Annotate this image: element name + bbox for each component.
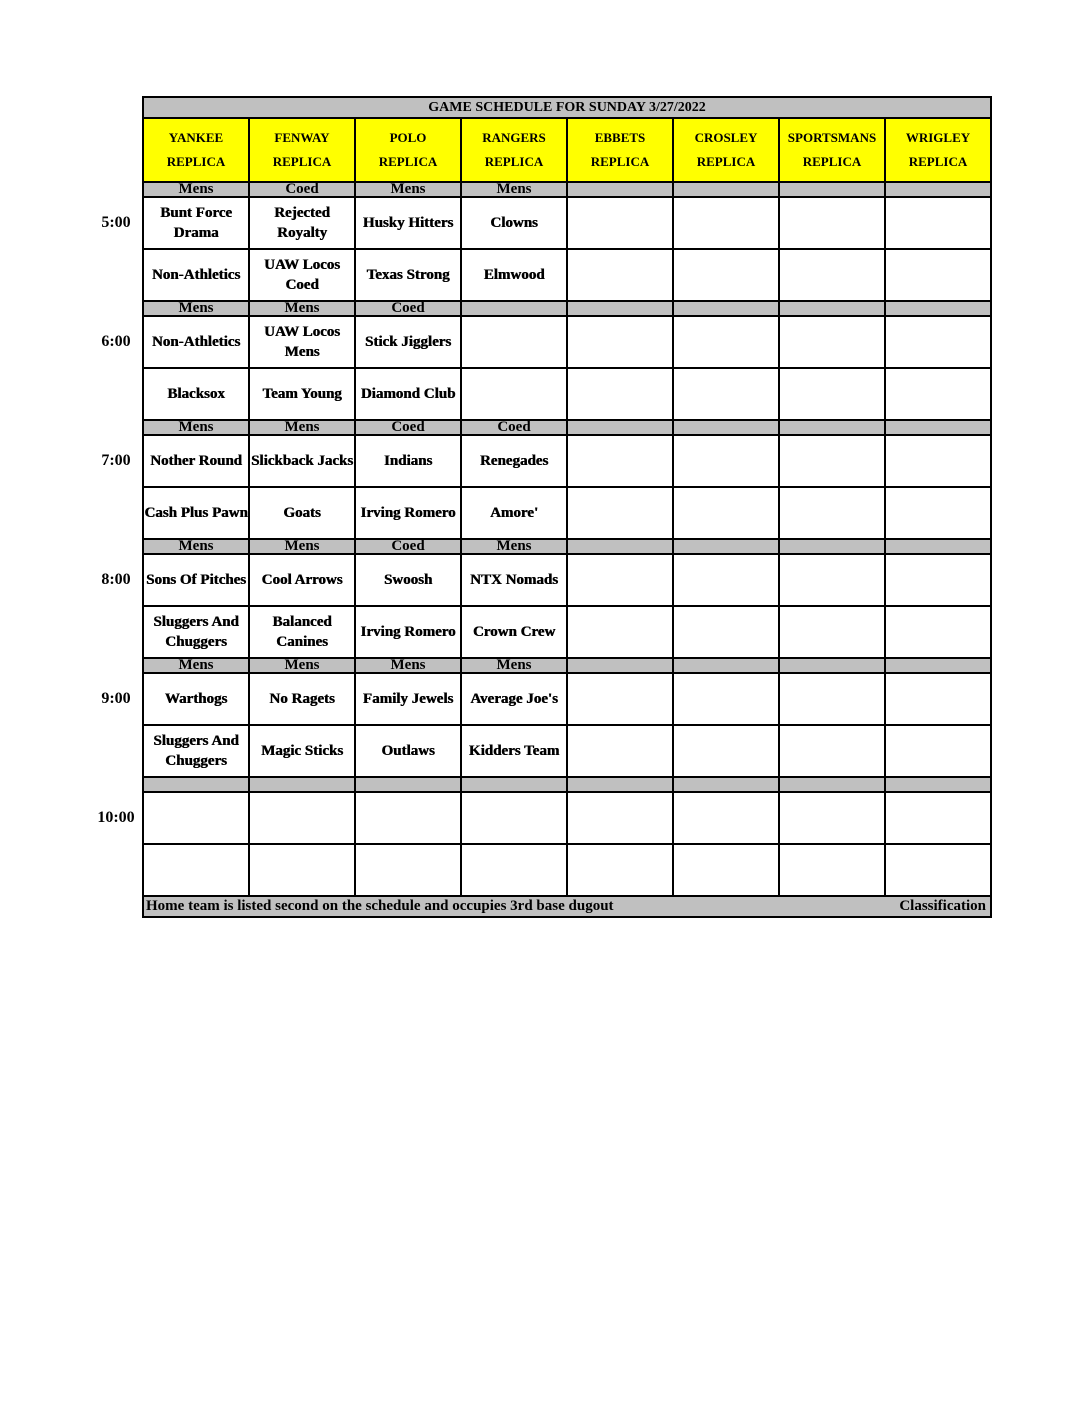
time-label: 8:00 <box>101 571 131 588</box>
field-subtitle: REPLICA <box>378 154 438 169</box>
home-team-cell <box>567 844 673 896</box>
away-team-cell <box>673 554 779 606</box>
away-team-cell <box>673 673 779 725</box>
classification-cell <box>673 182 779 197</box>
home-team-cell <box>673 487 779 539</box>
classification-cell: Coed <box>355 301 461 316</box>
classification-cell: Coed <box>355 539 461 554</box>
classification-cell <box>567 539 673 554</box>
home-team-cell <box>779 606 885 658</box>
away-team-cell <box>779 673 885 725</box>
home-team-cell <box>143 249 249 301</box>
time-label: 7:00 <box>101 452 131 469</box>
home-team-cell <box>567 725 673 777</box>
home-team-cell <box>461 606 567 658</box>
field-header-row <box>143 118 991 182</box>
field-header <box>567 118 673 182</box>
classification-cell <box>779 658 885 673</box>
classification-cell <box>885 301 991 316</box>
home-team-cell <box>249 725 355 777</box>
home-team-name: Goats <box>283 505 321 521</box>
home-team-cell <box>567 368 673 420</box>
home-team-cell <box>249 487 355 539</box>
field-subtitle: REPLICA <box>166 154 226 169</box>
away-team-cell <box>885 435 991 487</box>
field-name: WRIGLEY <box>905 130 971 145</box>
home-team-cell <box>355 368 461 420</box>
away-team-cell <box>461 197 567 249</box>
time-label: 6:00 <box>101 333 131 350</box>
away-team-name: UAW Locos Mens <box>264 324 340 360</box>
away-team-row <box>143 673 991 725</box>
field-subtitle: REPLICA <box>696 154 756 169</box>
classification-cell <box>461 301 567 316</box>
field-subtitle: REPLICA <box>908 154 968 169</box>
away-team-cell <box>885 673 991 725</box>
away-team-cell <box>779 792 885 844</box>
home-team-cell <box>143 844 249 896</box>
classification-cell <box>885 658 991 673</box>
field-subtitle: REPLICA <box>802 154 862 169</box>
away-team-name: Sons Of Pitches <box>145 572 246 588</box>
classification-cell: Mens <box>461 658 567 673</box>
classification-cell: Mens <box>143 420 249 435</box>
field-name: SPORTSMANS <box>787 130 877 145</box>
away-team-cell <box>461 792 567 844</box>
home-team-name: Elmwood <box>483 267 545 283</box>
home-team-cell <box>885 606 991 658</box>
classification-row <box>143 420 991 435</box>
away-team-cell <box>779 554 885 606</box>
away-team-cell <box>461 673 567 725</box>
away-team-cell <box>355 316 461 368</box>
home-team-cell <box>885 249 991 301</box>
field-subtitle: REPLICA <box>272 154 332 169</box>
home-team-name: UAW Locos Coed <box>264 257 340 293</box>
home-team-cell <box>779 249 885 301</box>
classification-cell: Mens <box>249 301 355 316</box>
away-team-name: Swoosh <box>383 572 433 588</box>
classification-cell <box>779 301 885 316</box>
classification-cell <box>885 777 991 792</box>
home-team-cell <box>461 487 567 539</box>
home-team-cell <box>567 606 673 658</box>
home-team-cell <box>143 606 249 658</box>
home-team-name: Magic Sticks <box>260 743 344 759</box>
classification-cell: Mens <box>143 301 249 316</box>
home-team-name: Crown Crew <box>472 624 556 640</box>
home-team-cell <box>779 487 885 539</box>
home-team-note: Home team is listed second on the schedule and occupies 3rd base dugout <box>146 898 614 914</box>
classification-cell: Mens <box>143 182 249 197</box>
field-name: EBBETS <box>594 130 646 145</box>
away-team-cell <box>567 792 673 844</box>
home-team-cell <box>885 368 991 420</box>
classification-cell <box>673 539 779 554</box>
away-team-cell <box>143 792 249 844</box>
time-label: 5:00 <box>101 214 131 231</box>
classification-legend: Classification <box>899 898 986 914</box>
home-team-cell <box>143 368 249 420</box>
away-team-cell <box>143 197 249 249</box>
home-team-name: Irving Romero <box>360 624 456 640</box>
away-team-cell <box>355 197 461 249</box>
home-team-name: Non-Athletics <box>151 267 241 283</box>
footer-cell <box>143 896 991 917</box>
field-header <box>779 118 885 182</box>
classification-cell <box>779 182 885 197</box>
classification-cell: Mens <box>249 420 355 435</box>
classification-cell <box>567 777 673 792</box>
classification-cell <box>673 301 779 316</box>
home-team-name: Kidders Team <box>468 743 560 759</box>
home-team-cell <box>779 368 885 420</box>
away-team-name: NTX Nomads <box>470 572 558 588</box>
away-team-name: Non-Athletics <box>151 334 241 350</box>
away-team-name: Indians <box>383 453 433 469</box>
away-team-cell <box>355 435 461 487</box>
away-team-cell <box>249 673 355 725</box>
away-team-cell <box>779 435 885 487</box>
away-team-name: Family Jewels <box>362 691 454 707</box>
home-team-row <box>143 725 991 777</box>
away-team-cell <box>567 197 673 249</box>
home-team-cell <box>673 844 779 896</box>
classification-cell <box>567 658 673 673</box>
home-team-cell <box>461 725 567 777</box>
home-team-cell <box>355 606 461 658</box>
classification-row <box>143 182 991 197</box>
home-team-cell <box>567 249 673 301</box>
classification-cell <box>885 539 991 554</box>
home-team-row <box>143 487 991 539</box>
classification-row <box>143 301 991 316</box>
classification-cell: Coed <box>355 420 461 435</box>
home-team-cell <box>355 844 461 896</box>
classification-cell <box>779 539 885 554</box>
classification-cell: Mens <box>249 539 355 554</box>
away-team-name: Cool Arrows <box>261 572 343 588</box>
classification-cell <box>461 777 567 792</box>
home-team-name: Sluggers And Chuggers <box>153 614 239 650</box>
away-team-cell <box>567 554 673 606</box>
footer-row <box>143 896 991 917</box>
classification-row <box>143 539 991 554</box>
away-team-row <box>143 197 991 249</box>
classification-cell <box>885 182 991 197</box>
away-team-row <box>143 792 991 844</box>
classification-cell <box>355 777 461 792</box>
away-team-name: Nother Round <box>150 453 242 469</box>
away-team-cell <box>249 316 355 368</box>
home-team-cell <box>249 249 355 301</box>
away-team-name: Average Joe's <box>470 691 558 707</box>
classification-cell: Coed <box>249 182 355 197</box>
home-team-name: Blacksox <box>167 386 225 402</box>
field-header <box>143 118 249 182</box>
away-team-cell <box>885 316 991 368</box>
classification-cell: Mens <box>143 658 249 673</box>
home-team-cell <box>673 725 779 777</box>
classification-cell: Mens <box>249 658 355 673</box>
home-team-row <box>143 844 991 896</box>
home-team-cell <box>249 606 355 658</box>
home-team-name: Irving Romero <box>360 505 456 521</box>
classification-cell <box>567 182 673 197</box>
home-team-cell <box>143 487 249 539</box>
home-team-name: Cash Plus Pawn <box>144 505 248 521</box>
away-team-name: Husky Hitters <box>362 215 454 231</box>
classification-cell <box>779 420 885 435</box>
field-name: RANGERS <box>482 130 546 145</box>
classification-cell <box>143 777 249 792</box>
away-team-name: Warthogs <box>164 691 228 707</box>
home-team-cell <box>461 249 567 301</box>
home-team-cell <box>249 844 355 896</box>
classification-cell <box>249 777 355 792</box>
home-team-cell <box>779 725 885 777</box>
field-subtitle: REPLICA <box>590 154 650 169</box>
away-team-cell <box>461 554 567 606</box>
away-team-cell <box>461 316 567 368</box>
field-name: POLO <box>389 130 427 145</box>
classification-cell <box>779 777 885 792</box>
field-header <box>249 118 355 182</box>
home-team-cell <box>673 606 779 658</box>
classification-cell <box>673 420 779 435</box>
classification-cell: Mens <box>143 539 249 554</box>
home-team-row <box>143 249 991 301</box>
away-team-cell <box>355 554 461 606</box>
classification-cell <box>673 658 779 673</box>
away-team-name: No Ragets <box>269 691 335 707</box>
time-label: 10:00 <box>97 809 135 826</box>
classification-row <box>143 658 991 673</box>
away-team-cell <box>143 673 249 725</box>
classification-cell: Mens <box>355 658 461 673</box>
away-team-cell <box>567 435 673 487</box>
home-team-cell <box>567 487 673 539</box>
home-team-cell <box>673 249 779 301</box>
away-team-cell <box>673 792 779 844</box>
home-team-cell <box>355 487 461 539</box>
home-team-cell <box>461 844 567 896</box>
away-team-name: Stick Jigglers <box>364 334 452 350</box>
home-team-name: Texas Strong <box>366 267 450 283</box>
away-team-cell <box>779 197 885 249</box>
away-team-name: Rejected Royalty <box>274 205 330 241</box>
classification-cell <box>885 420 991 435</box>
away-team-name: Slickback Jacks <box>250 453 354 469</box>
field-header <box>673 118 779 182</box>
home-team-cell <box>885 725 991 777</box>
classification-cell <box>567 301 673 316</box>
classification-cell <box>673 777 779 792</box>
home-team-cell <box>461 368 567 420</box>
home-team-cell <box>143 725 249 777</box>
away-team-row <box>143 554 991 606</box>
away-team-cell <box>249 792 355 844</box>
away-team-cell <box>143 316 249 368</box>
field-name: FENWAY <box>274 130 330 145</box>
time-label: 9:00 <box>101 690 131 707</box>
away-team-cell <box>779 316 885 368</box>
away-team-cell <box>673 197 779 249</box>
home-team-cell <box>355 249 461 301</box>
home-team-row <box>143 606 991 658</box>
field-subtitle: REPLICA <box>484 154 544 169</box>
field-header <box>885 118 991 182</box>
away-team-cell <box>461 435 567 487</box>
home-team-name: Sluggers And Chuggers <box>153 733 239 769</box>
away-team-row <box>143 435 991 487</box>
schedule-title: GAME SCHEDULE FOR SUNDAY 3/27/2022 <box>143 97 991 118</box>
home-team-name: Amore' <box>489 505 539 521</box>
away-team-cell <box>885 554 991 606</box>
away-team-name: Renegades <box>479 453 549 469</box>
home-team-name: Team Young <box>262 386 342 402</box>
away-team-cell <box>567 673 673 725</box>
home-team-cell <box>355 725 461 777</box>
classification-cell: Mens <box>461 539 567 554</box>
away-team-cell <box>249 197 355 249</box>
away-team-cell <box>355 673 461 725</box>
home-team-name: Outlaws <box>381 743 435 759</box>
away-team-cell <box>143 435 249 487</box>
away-team-cell <box>143 554 249 606</box>
away-team-cell <box>249 435 355 487</box>
home-team-row <box>143 368 991 420</box>
classification-cell: Coed <box>461 420 567 435</box>
classification-cell <box>567 420 673 435</box>
away-team-row <box>143 316 991 368</box>
away-team-name: Bunt Force Drama <box>160 205 232 241</box>
field-header <box>461 118 567 182</box>
away-team-cell <box>249 554 355 606</box>
home-team-cell <box>885 844 991 896</box>
home-team-name: Balanced Canines <box>272 614 332 650</box>
field-name: CROSLEY <box>694 130 758 145</box>
home-team-cell <box>249 368 355 420</box>
home-team-cell <box>673 368 779 420</box>
classification-cell: Mens <box>355 182 461 197</box>
away-team-cell <box>673 435 779 487</box>
field-header <box>355 118 461 182</box>
away-team-cell <box>885 197 991 249</box>
away-team-cell <box>355 792 461 844</box>
away-team-cell <box>567 316 673 368</box>
home-team-name: Diamond Club <box>360 386 456 402</box>
classification-row <box>143 777 991 792</box>
classification-cell: Mens <box>461 182 567 197</box>
field-name: YANKEE <box>168 130 224 145</box>
schedule-table <box>142 96 992 918</box>
home-team-cell <box>779 844 885 896</box>
away-team-cell <box>885 792 991 844</box>
away-team-cell <box>673 316 779 368</box>
home-team-cell <box>885 487 991 539</box>
away-team-name: Clowns <box>490 215 538 231</box>
